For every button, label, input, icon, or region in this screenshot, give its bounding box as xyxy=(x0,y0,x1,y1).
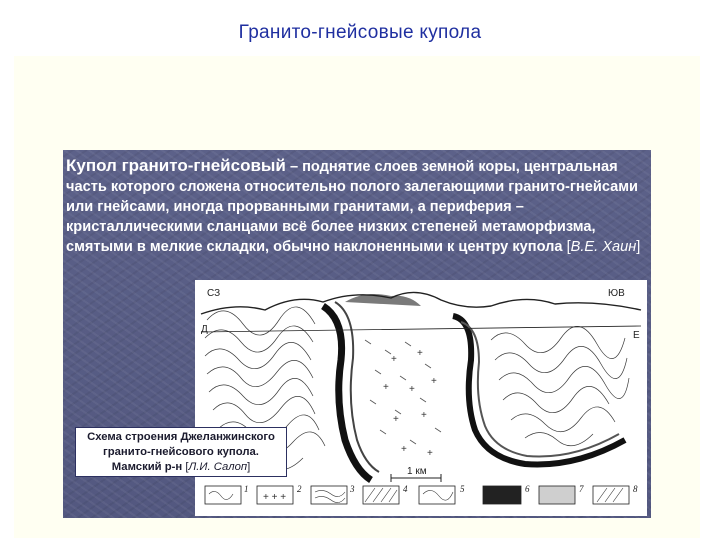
svg-text:+: + xyxy=(383,382,389,393)
legend-num-7: 7 xyxy=(579,484,584,494)
caption-line-1: Схема строения Джеланжинского xyxy=(87,431,275,443)
caption-ref-author: Л.И. Салоп xyxy=(188,461,248,473)
caption-line-3: Мамский р-н xyxy=(111,461,186,473)
definition-body: – поднятие слоев земной коры, центральная часть которого сложена относительно полого залегающими гранито-гнейсами или гнейсами, иногда прорванными гранитами, а периферия – кристаллическими сланцами всё более низких степеней метаморфизма, смятыми в мелкие складки, обычно наклоненными к центру купола xyxy=(66,159,639,255)
definition-term: Купол гранито-гнейсовый xyxy=(66,156,286,175)
scale-label: 1 км xyxy=(407,466,427,477)
legend-num-6: 6 xyxy=(525,484,530,494)
caption-ref-open: [ xyxy=(185,461,189,473)
svg-text:+: + xyxy=(417,348,423,359)
svg-text:+: + xyxy=(401,444,407,455)
svg-text:+: + xyxy=(409,384,415,395)
definition-ref-open: [ xyxy=(566,239,571,255)
diagram-label-nw: СЗ xyxy=(207,288,221,299)
legend-num-3: 3 xyxy=(350,484,355,494)
definition-text xyxy=(66,156,648,257)
definition-ref-close: ] xyxy=(636,239,641,255)
svg-text:+: + xyxy=(393,414,399,425)
caption-line-2: гранито-гнейсового купола. xyxy=(103,446,259,458)
svg-text:+: + xyxy=(431,376,437,387)
legend-num-8: 8 xyxy=(633,484,638,494)
diagram-label-e: Е xyxy=(633,330,640,341)
svg-text:+ + +: + + + xyxy=(263,492,287,503)
diagram-label-d: Д xyxy=(201,324,208,335)
definition-ref-author: В.Е. Хаин xyxy=(570,239,637,255)
svg-text:+: + xyxy=(391,354,397,365)
legend-num-2: 2 xyxy=(297,484,302,494)
legend-num-1: 1 xyxy=(244,484,249,494)
svg-text:+: + xyxy=(427,448,433,459)
legend-num-4: 4 xyxy=(403,484,408,494)
figure-caption xyxy=(75,427,287,477)
caption-ref-close: ] xyxy=(247,461,251,473)
slide-title: Гранито-гнейсовые купола xyxy=(238,22,482,43)
svg-text:+: + xyxy=(421,410,427,421)
diagram-label-se: ЮВ xyxy=(608,288,625,299)
geologic-cross-section xyxy=(195,280,647,516)
legend-num-5: 5 xyxy=(460,484,465,494)
